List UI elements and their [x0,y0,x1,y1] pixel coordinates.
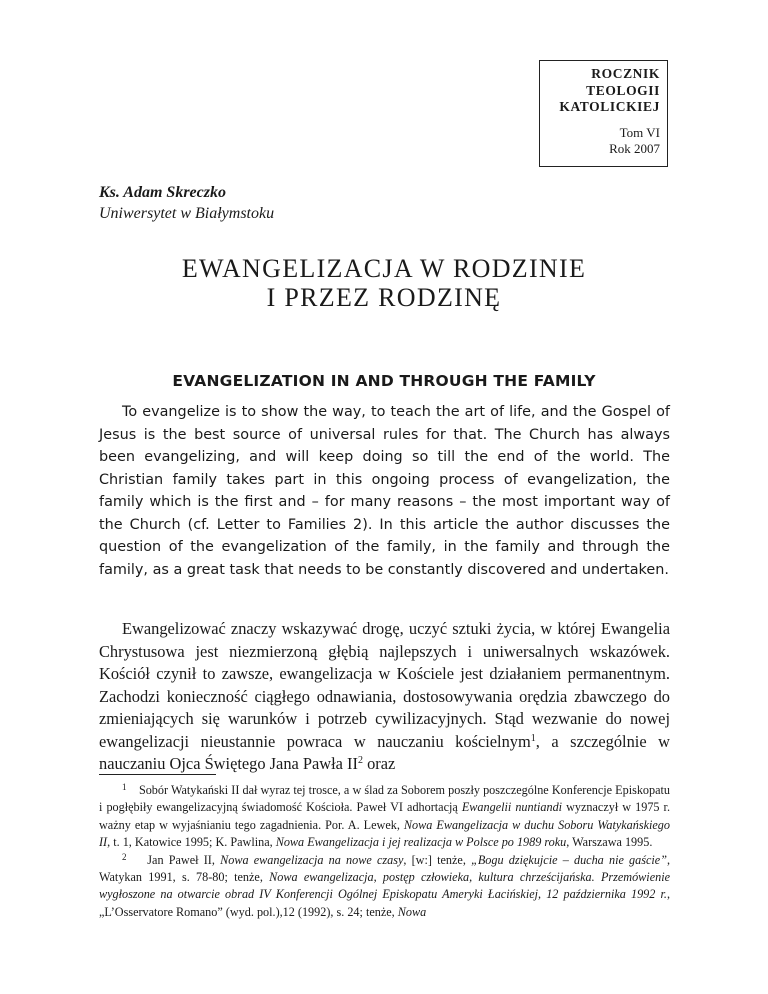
journal-volume-info [540,125,660,157]
author-block [99,182,274,224]
article-title-line: EWANGELIZACJA W RODZINIE [181,254,587,283]
body-paragraph [99,618,670,776]
journal-volume: Tom VI [619,124,660,140]
footnote-citation-title: Nowa [397,904,427,919]
footnote-number: 2 [122,851,127,862]
footnote-ref[interactable]: 2 [357,755,363,766]
footnote-text: wyznaczył w 1975 r. ważny etap w wyjaśnianiu tego zagadnienia. Por. A. Lewek, [99,800,670,832]
footnote-citation-title: Ewangelii nuntiandi [461,800,563,815]
author-name: Ks. Adam Skreczko [99,184,226,201]
footnote-text: , t. 1, Katowice 1995; K. Pawlina, [107,835,276,850]
footnote-text: Sobór Watykański II dał wyraz tej trosce, a w ślad za Soborem poszły poszczególne Konferencje Episkopatu i pogłębiły ewangelizacyjną świadomość Kościoła. Paweł VI adhortacją [99,783,670,815]
footnote-text: , Watykan 1991, s. 78-80; tenże, [99,852,671,885]
footnotes [99,782,670,921]
abstract: To evangelize is to show the way, to teach the art of life, and the Gospel of Jesus is the best source of universal rules for that. The Church has always been evangelizing, and will keep doing so till the end of the world. The Christian family takes part in this ongoing process of evangelization, the family which is the first and – for many reasons – the most important way of the Church (cf. Letter to Families 2). In this article the author discusses the question of the evangelization of the family, in the family and through the family, as a great task that needs to be constantly discovered and undertaken. [99,404,670,578]
journal-name [540,66,660,116]
footnote-text: , „L’Osservatore Romano” (wyd. pol.),12 (1992), s. 24; tenże, [99,887,670,919]
footnote-text: , [w:] tenże, [403,852,472,867]
footnote-text: Jan Paweł II, [147,852,221,867]
footnote-citation-title: „Bogu dziękujcie – ducha nie gaście” [471,852,667,867]
footnote-citation-title: Nowa ewangelizacja, postęp człowieka, kultura chrześcijańska. Przemówienie wygłoszone na otwarcie obrad IV Konferencji Ogólnej Episkopatu Ameryki Łacińskiej, 12 października 1992 r. [99,870,670,902]
footnote [99,782,670,852]
journal-name-line: ROCZNIK [591,66,660,81]
body-text: Ewangelizować znaczy wskazywać drogę, uczyć sztuki życia, w której Ewangelia Chrystusowa jest niezmierzoną głębią najlepszych i uniwersalnych wskazówek. Kościół czynił to zawsze, ewangelizacja w Kościele jest działaniem permanentnym. Zachodzi konieczność ciągłego odnawiania, dostosowywania orędzia zbawczego do zmieniających się warunków i potrzeb cywilizacyjnych. Stąd wezwanie do nowej ewangelizacji nieustannie powraca w nauczaniu kościelnym [99,619,670,751]
journal-year: Rok 2007 [609,140,660,156]
footnote [99,852,670,922]
footnote-citation-title: Nowa Ewangelizacja i jej realizacja w Polsce po 1989 roku [275,835,567,850]
journal-name-line: KATOLICKIEJ [559,99,660,114]
journal-info-box [539,60,668,167]
footnote-citation-title: Nowa ewangelizacja na nowe czasy [220,852,404,867]
journal-name-line: TEOLOGII [586,82,660,98]
footnote-text: , Warszawa 1995. [566,835,653,850]
article-title-line: I PRZEZ RODZINĘ [266,283,502,312]
article-title [0,254,768,312]
body-text: oraz [362,754,396,773]
body-text: , a szczególnie w nauczaniu Ojca Świętego Jana Pawła II [99,731,671,773]
footnote-divider [99,774,216,775]
english-title: EVANGELIZATION IN AND THROUGH THE FAMILY [172,372,596,390]
author-affiliation: Uniwersytet w Białymstoku [99,205,275,222]
footnote-number: 1 [122,782,127,792]
footnote-ref[interactable]: 1 [530,732,536,744]
footnote-citation-title: Nowa Ewangelizacja w duchu Soboru Watykańskiego II [99,817,670,850]
